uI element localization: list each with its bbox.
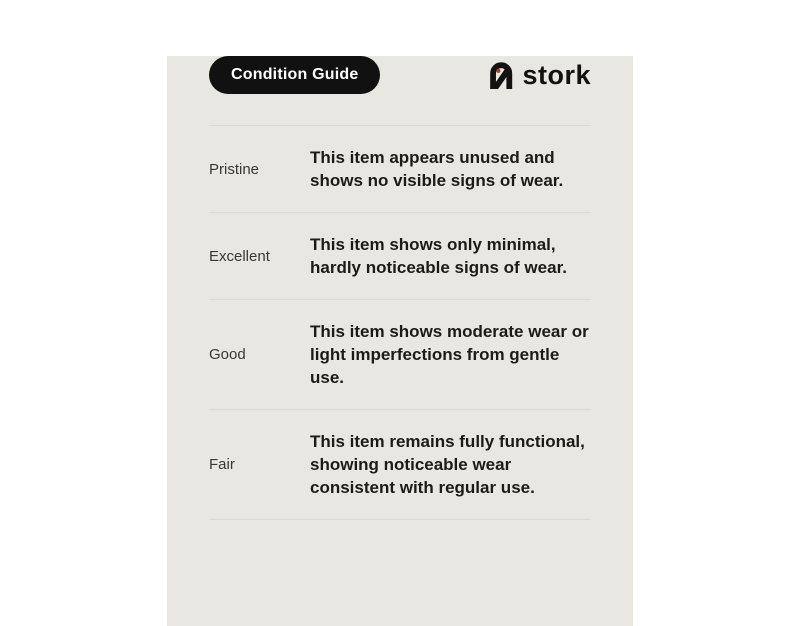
condition-row-fair	[209, 409, 591, 520]
stork-logo-dot	[497, 69, 501, 73]
stork-logo-icon	[487, 61, 515, 89]
condition-description	[310, 146, 563, 192]
condition-description	[310, 320, 589, 389]
conditions-table	[209, 125, 591, 520]
condition-description	[310, 430, 585, 499]
description-line: This item shows only minimal,	[310, 235, 556, 254]
description-line: This item shows moderate wear or	[310, 322, 589, 341]
description-line: showing noticeable wear	[310, 455, 512, 474]
description-line: shows no visible signs of wear.	[310, 171, 564, 190]
condition-guide-badge[interactable]: Condition Guide	[209, 56, 380, 94]
brand-name: stork	[522, 59, 591, 90]
condition-row-good	[209, 299, 591, 409]
description-line: consistent with regular use.	[310, 478, 535, 497]
condition-description	[310, 233, 567, 279]
description-line: use.	[310, 368, 345, 387]
condition-guide-card	[167, 56, 633, 626]
brand-logo	[487, 61, 591, 89]
condition-row-excellent	[209, 212, 591, 299]
description-line: This item appears unused and	[310, 148, 555, 167]
condition-label: Fair	[209, 456, 235, 473]
condition-row-pristine	[209, 125, 591, 212]
condition-label: Pristine	[209, 160, 260, 178]
condition-label: Excellent	[209, 247, 270, 265]
card-header	[209, 56, 591, 94]
description-line: This item remains fully functional,	[310, 432, 585, 451]
description-line: light imperfections from gentle	[310, 345, 560, 364]
condition-label: Good	[209, 346, 246, 363]
description-line: hardly noticeable signs of wear.	[310, 258, 567, 277]
